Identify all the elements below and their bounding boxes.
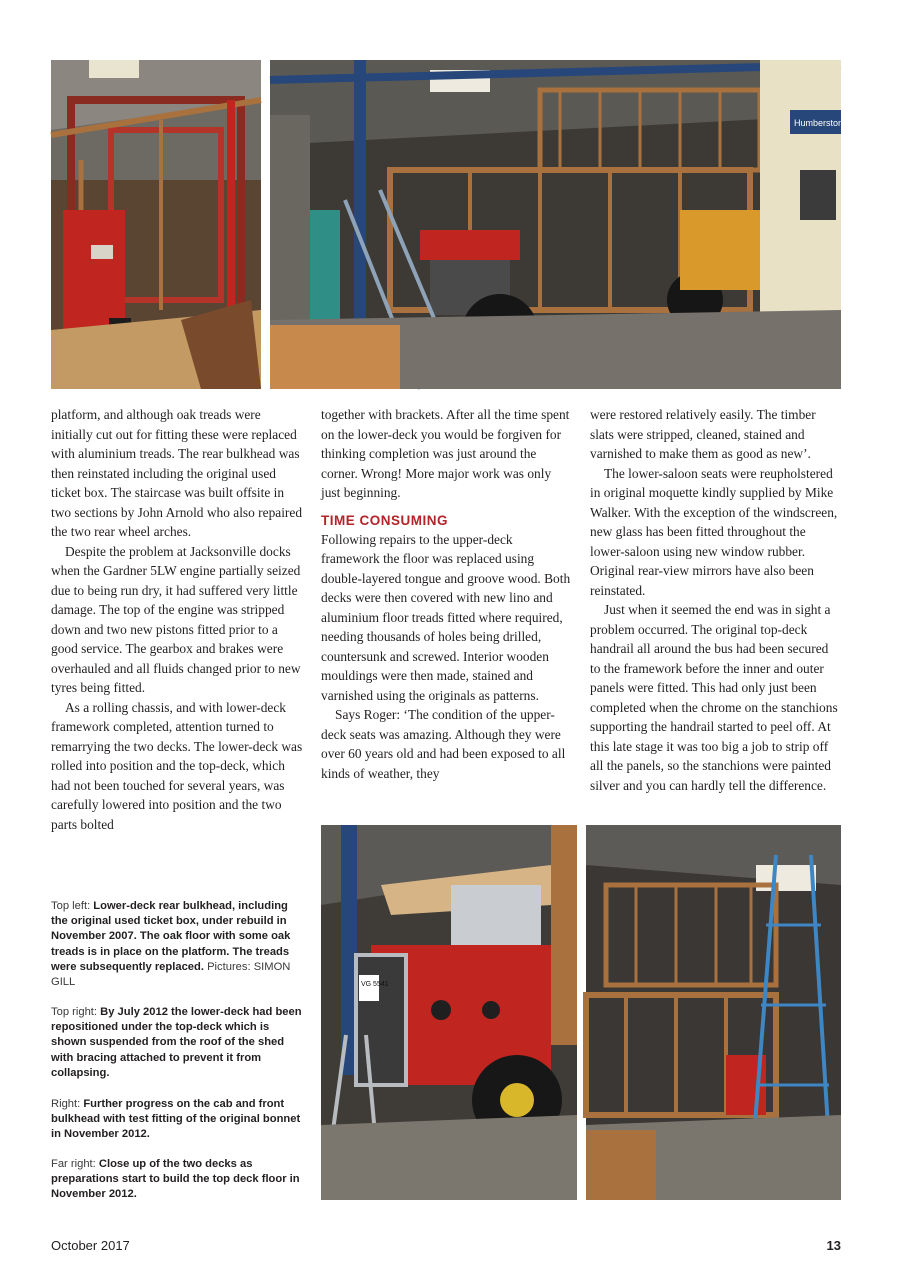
caption-right: [51, 1097, 303, 1143]
caption-text: By July 2012 the lower-deck had been repositioned under the top-deck which is shown suspended from the roof of the shed with bracing attached to prevent it from collapsing.: [51, 1006, 302, 1079]
paragraph: Just when it seemed the end was in sight a problem occurred. The original top-deck handrail all around the bus had been secured to the framework before the inner and outer panels were fitted. This had only just been completed when the chrome on the stanchions supporting the handrail started to peel off. At this late stage it was too big a job to strip off all the panels, so the stanchions were painted silver and you can hardly tell the difference.: [590, 602, 838, 793]
caption-label: Right:: [51, 1098, 84, 1110]
paragraph: As a rolling chassis, and with lower-deck framework completed, attention turned to remarrying the two decks. The lower-deck was rolled into position and the top-deck, which had not been touched for several years, was carefully lowered into position and the two parts bolted: [51, 699, 303, 832]
caption-top-right: [51, 1005, 303, 1081]
caption-label: Top left:: [51, 900, 94, 912]
bus-destination-sign: Humberstone: [794, 118, 849, 128]
caption-label: Far right:: [51, 1158, 99, 1170]
page-number: 13: [826, 1238, 841, 1253]
paragraph: platform, and although oak treads were initially cut out for fitting these were replaced with aluminium treads. The rear bulkhead was then reinstated including the original used ticket box. The staircase was built offsite in two sections by John Arnold who also repaired the two rear wheel arches.: [51, 407, 303, 539]
footer-date: October 2017: [51, 1238, 130, 1253]
section-heading: TIME CONSUMING: [321, 512, 448, 528]
paragraph: Says Roger: ‘The condition of the upper-deck seats was amazing. Although they were over 60 years old and had been exposed to all kinds of weather, they: [321, 707, 566, 781]
paragraph: The lower-saloon seats were reupholstered in original moquette kindly supplied by Mike Walker. With the exception of the windscreen, new glass has been fitted throughout the lower-saloon using new window rubber. Original rear-view mirrors have also been reinstated.: [590, 465, 838, 598]
paragraph: were restored relatively easily. The timber slats were stripped, cleaned, stained and varnished to make them as good as new’.: [590, 407, 816, 461]
photo-rear-bulkhead: [51, 60, 261, 389]
caption-far-right: [51, 1157, 303, 1203]
caption-label: Top right:: [51, 1006, 101, 1018]
paragraph: Following repairs to the upper-deck framework the floor was replaced using double-layered tongue and groove wood. Both decks were then covered with new lino and aluminium floor treads fitted where required, needing thousands of holes being drilled, countersunk and screwed. Interior wooden mouldings were then made, stained and varnished using the originals as patterns.: [321, 531, 571, 703]
caption-text: Further progress on the cab and front bulkhead with test fitting of the original bonnet in November 2012.: [51, 1098, 301, 1141]
caption-top-left: [51, 899, 303, 990]
article-column-1: [51, 405, 303, 834]
paragraph: together with brackets. After all the time spent on the lower-deck you would be forgiven for thinking completion was just around the corner. Wrong! More major work was only just beginning.: [321, 407, 570, 500]
article-column-3: [590, 405, 842, 795]
photo-lower-deck-repositioned: [270, 60, 849, 389]
article-column-2: [321, 405, 573, 783]
caption-text: Close up of the two decks as preparations start to build the top deck floor in November 2012.: [51, 1158, 300, 1201]
caption-credit: Pictures: SIMON GILL: [51, 960, 291, 989]
photo-two-decks-closeup: [586, 825, 841, 1200]
photo-cab-bonnet: [321, 825, 577, 1200]
paragraph: Despite the problem at Jacksonville docks when the Gardner 5LW engine partially seized due to being run dry, it had suffered very little damage. The top of the engine was stripped down and two new pistons fitted prior to a good service. The gearbox and brakes were overhauled and all fluids changed prior to new tyres being fitted.: [51, 543, 301, 695]
caption-text: Lower-deck rear bulkhead, including the original used ticket box, under rebuild in November 2007. The oak floor with some oak treads is in place on the platform. The treads were subsequently replaced.: [51, 900, 291, 973]
registration-plate: VG 5541: [361, 981, 389, 988]
